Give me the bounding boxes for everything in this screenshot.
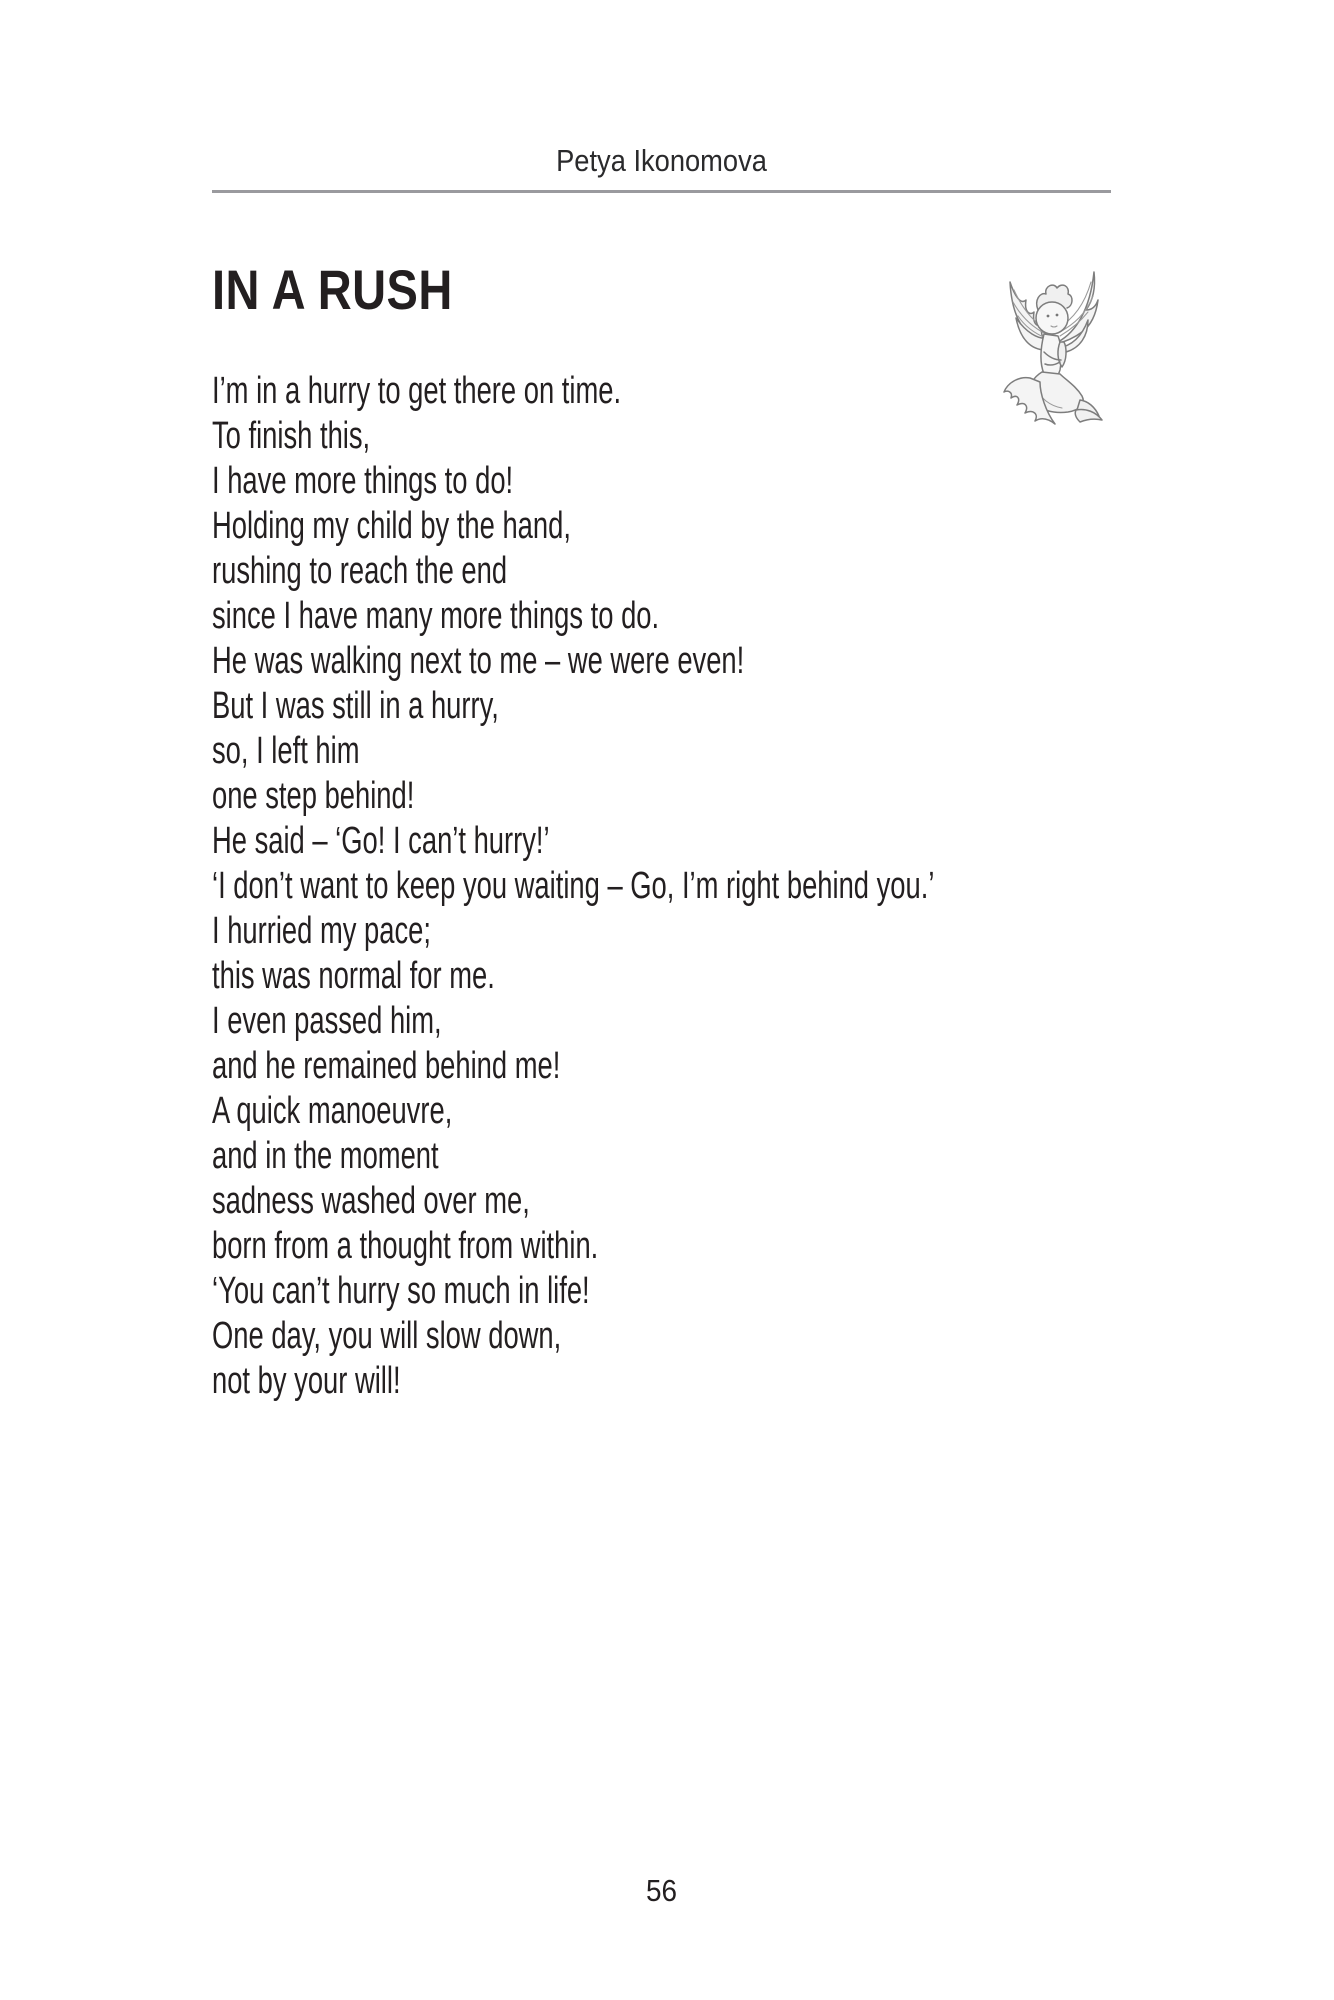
- poem-line: this was normal for me.: [212, 955, 495, 997]
- poem-title: IN A RUSH: [212, 258, 453, 321]
- poem-line: I’m in a hurry to get there on time.: [212, 370, 622, 412]
- poem-line: so, I left him: [212, 730, 360, 772]
- poem-line: To finish this,: [212, 415, 371, 457]
- poem-line: Holding my child by the hand,: [212, 505, 571, 547]
- poem-line: He said – ‘Go! I can’t hurry!’: [212, 820, 550, 862]
- header-rule: [212, 190, 1111, 193]
- poem-line: A quick manoeuvre,: [212, 1090, 453, 1132]
- poem-line: One day, you will slow down,: [212, 1315, 562, 1357]
- poem-line: rushing to reach the end: [212, 550, 508, 592]
- poem-line: one step behind!: [212, 775, 415, 817]
- poem-line: sadness washed over me,: [212, 1180, 530, 1222]
- poem-line: I hurried my pace;: [212, 910, 431, 952]
- poem-line: born from a thought from within.: [212, 1225, 599, 1267]
- poem-line: not by your will!: [212, 1360, 401, 1402]
- poem-line: and he remained behind me!: [212, 1045, 561, 1087]
- poem-line: I have more things to do!: [212, 460, 514, 502]
- poem-line: and in the moment: [212, 1135, 439, 1177]
- poem-line: He was walking next to me – we were even!: [212, 640, 745, 682]
- running-header-author: Petya Ikonomova: [556, 143, 767, 178]
- poem-body: [212, 369, 1292, 1404]
- poem-line: I even passed him,: [212, 1000, 442, 1042]
- page-number: 56: [645, 1873, 678, 1908]
- poem-line: since I have many more things to do.: [212, 595, 660, 637]
- poem-line: ‘You can’t hurry so much in life!: [212, 1270, 590, 1312]
- poem-line: But I was still in a hurry,: [212, 685, 499, 727]
- poem-line: ‘I don’t want to keep you waiting – Go, I’m right behind you.’: [212, 865, 935, 907]
